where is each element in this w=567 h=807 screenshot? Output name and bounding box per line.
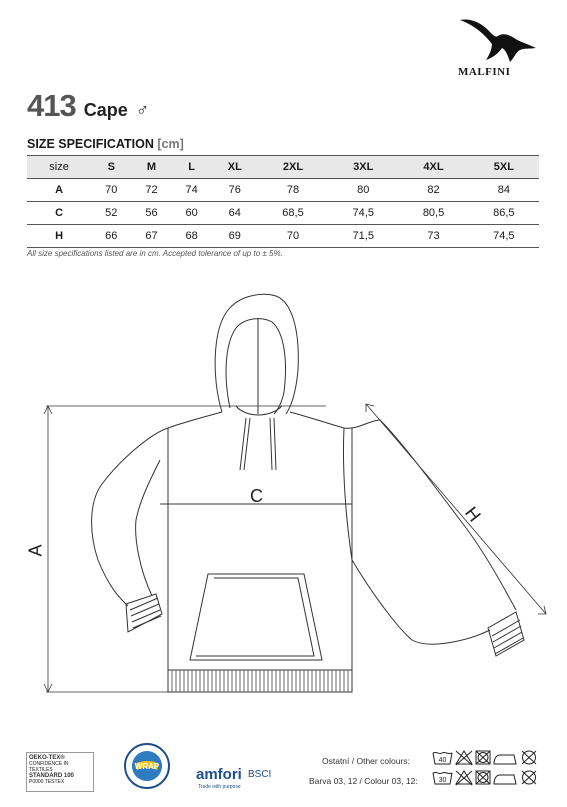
table-cell: 68,5 <box>258 202 328 225</box>
header-cell: S <box>91 156 131 179</box>
table-cell: 76 <box>212 179 258 202</box>
oeko-tex-badge <box>26 752 94 792</box>
table-cell: 82 <box>398 179 468 202</box>
label-a: A <box>25 544 46 557</box>
amfori-tagline: Trade with purpose <box>198 784 241 790</box>
table-cell: 60 <box>172 202 212 225</box>
wrap-text: WRAP <box>134 762 160 771</box>
colour-codes-label: Barva 03, 12 / Colour 03, 12: <box>309 776 418 786</box>
table-cell: 80 <box>328 179 398 202</box>
oeko-standard: STANDARD 100 <box>29 773 74 779</box>
iron-icon <box>494 775 516 784</box>
product-name: Cape <box>83 100 128 120</box>
male-gender-icon: ♂ <box>135 100 150 120</box>
size-spec-title: SIZE SPECIFICATION <box>27 137 154 151</box>
size-table <box>27 155 539 248</box>
brand-name: MALFINI <box>458 66 511 78</box>
row-label: A <box>27 179 91 202</box>
iron-icon <box>494 755 516 764</box>
size-table-header <box>27 156 539 179</box>
oeko-number: P0000 TESTEX <box>29 779 65 785</box>
table-cell: 66 <box>91 225 131 248</box>
amfori-logo: amfori <box>196 766 242 783</box>
washing-icon <box>433 772 452 784</box>
header-cell: L <box>172 156 212 179</box>
oeko-title: OEKO-TEX® <box>29 755 65 761</box>
wash-temp-other: 40 <box>438 757 447 764</box>
header-cell: 2XL <box>258 156 328 179</box>
washing-icon <box>433 752 452 764</box>
table-cell: 78 <box>258 179 328 202</box>
no-dry-clean-icon <box>522 771 536 784</box>
row-label: C <box>27 202 91 225</box>
table-cell: 56 <box>131 202 171 225</box>
table-cell: 74,5 <box>328 202 398 225</box>
table-cell: 74 <box>172 179 212 202</box>
row-label: H <box>27 225 91 248</box>
header-cell: 5XL <box>469 156 539 179</box>
table-row <box>27 225 539 248</box>
malfini-eagle-icon <box>458 14 538 64</box>
table-cell: 80,5 <box>398 202 468 225</box>
wash-temp-colour: 30 <box>438 777 447 784</box>
table-cell: 52 <box>91 202 131 225</box>
label-c: C <box>250 486 263 506</box>
table-cell: 74,5 <box>469 225 539 248</box>
table-cell: 64 <box>212 202 258 225</box>
table-cell: 67 <box>131 225 171 248</box>
table-cell: 86,5 <box>469 202 539 225</box>
table-cell: 68 <box>172 225 212 248</box>
table-cell: 70 <box>91 179 131 202</box>
table-row <box>27 202 539 225</box>
header-cell: XL <box>212 156 258 179</box>
header-cell: M <box>131 156 171 179</box>
hoodie-drawing <box>0 290 567 710</box>
other-colours-label: Ostatní / Other colours: <box>322 756 410 766</box>
size-spec-heading <box>27 137 184 151</box>
bsci-label: BSCI <box>248 769 272 780</box>
no-tumble-dry-icon <box>476 751 490 764</box>
care-icons-row-2 <box>432 769 540 787</box>
label-h: H <box>461 502 485 526</box>
size-spec-unit: [cm] <box>157 137 184 151</box>
table-cell: 69 <box>212 225 258 248</box>
no-bleach-icon <box>456 751 472 765</box>
wrap-badge-icon <box>123 742 171 790</box>
oeko-sub: CONFIDENCE IN TEXTILES <box>29 761 69 773</box>
tolerance-note: All size specifications listed are in cm. Accepted tolerance of up to ± 5%. <box>27 249 283 258</box>
table-cell: 72 <box>131 179 171 202</box>
table-cell: 73 <box>398 225 468 248</box>
no-tumble-dry-icon <box>476 771 490 784</box>
table-row <box>27 179 539 202</box>
header-cell: 4XL <box>398 156 468 179</box>
table-cell: 84 <box>469 179 539 202</box>
model-number: 413 <box>27 88 76 123</box>
table-cell: 70 <box>258 225 328 248</box>
no-bleach-icon <box>456 771 472 785</box>
product-title <box>27 88 149 124</box>
header-cell: size <box>27 156 91 179</box>
care-icons-row-1 <box>432 749 540 767</box>
header-cell: 3XL <box>328 156 398 179</box>
no-dry-clean-icon <box>522 751 536 764</box>
table-cell: 71,5 <box>328 225 398 248</box>
